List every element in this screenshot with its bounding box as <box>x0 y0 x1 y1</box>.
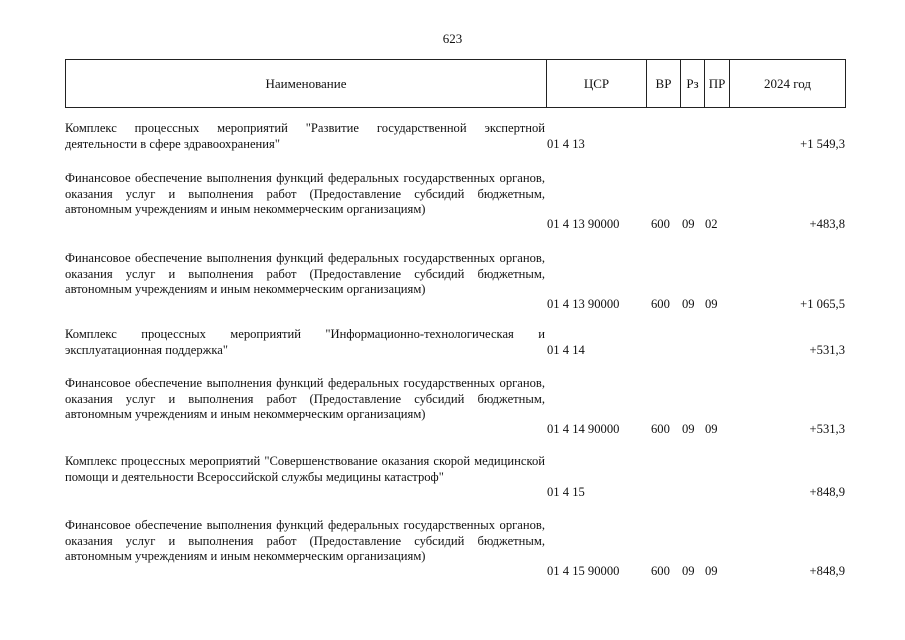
row-sum: +848,9 <box>809 564 845 578</box>
header-pr: ПР <box>704 60 729 107</box>
row-name: Финансовое обеспечение выполнения функций федеральных государственных органов, оказания услуг и выполнения работ (Предоставление субсидий бюджетным, автономным учреждениям и иным некоммерческим организациям) <box>65 376 545 421</box>
row-name: Комплекс процессных мероприятий "Информационно-технологическая и эксплуатационная поддержка" <box>65 327 545 357</box>
row-sum: +1 549,3 <box>800 137 845 151</box>
row-sum: +483,8 <box>809 217 845 231</box>
row-sum: +848,9 <box>809 485 845 499</box>
row-vr: 600 <box>651 564 670 578</box>
header-csr: ЦСР <box>546 60 646 107</box>
page-number: 623 <box>442 31 463 46</box>
header-name: Наименование <box>265 75 347 91</box>
row-pr: 02 <box>705 217 718 231</box>
row-vr: 600 <box>651 422 670 436</box>
row-csr: 01 4 15 <box>547 485 585 499</box>
row-sum: +1 065,5 <box>800 297 845 311</box>
row-vr: 600 <box>651 217 670 231</box>
row-name: Финансовое обеспечение выполнения функций федеральных государственных органов, оказания услуг и выполнения работ (Предоставление субсидий бюджетным, автономным учреждениям и иным некоммерческим организациям) <box>65 171 545 216</box>
row-name: Финансовое обеспечение выполнения функций федеральных государственных органов, оказания услуг и выполнения работ (Предоставление субсидий бюджетным, автономным учреждениям и иным некоммерческим организациям) <box>65 518 545 563</box>
row-csr: 01 4 14 <box>547 343 585 357</box>
row-rz: 09 <box>682 564 695 578</box>
row-pr: 09 <box>705 564 718 578</box>
row-rz: 09 <box>682 217 695 231</box>
row-csr: 01 4 13 90000 <box>547 217 620 231</box>
row-pr: 09 <box>705 422 718 436</box>
header-vr: ВР <box>646 60 680 107</box>
row-rz: 09 <box>682 422 695 436</box>
header-year: 2024 год <box>729 60 845 107</box>
row-vr: 600 <box>651 297 670 311</box>
header-rz: Рз <box>680 60 704 107</box>
row-name: Финансовое обеспечение выполнения функций федеральных государственных органов, оказания услуг и выполнения работ (Предоставление субсидий бюджетным, автономным учреждениям и иным некоммерческим организациям) <box>65 251 545 296</box>
row-pr: 09 <box>705 297 718 311</box>
row-csr: 01 4 14 90000 <box>547 422 620 436</box>
row-name: Комплекс процессных мероприятий "Развитие государственной экспертной деятельности в сфере здравоохранения" <box>65 121 545 151</box>
row-sum: +531,3 <box>809 343 845 357</box>
row-csr: 01 4 15 90000 <box>547 564 620 578</box>
row-sum: +531,3 <box>809 422 845 436</box>
row-name: Комплекс процессных мероприятий "Совершенствование оказания скорой медицинской помощи и деятельности Всероссийской службы медицины катастроф" <box>65 454 545 484</box>
row-csr: 01 4 13 <box>547 137 585 151</box>
row-rz: 09 <box>682 297 695 311</box>
table-header <box>65 59 846 108</box>
row-csr: 01 4 13 90000 <box>547 297 620 311</box>
